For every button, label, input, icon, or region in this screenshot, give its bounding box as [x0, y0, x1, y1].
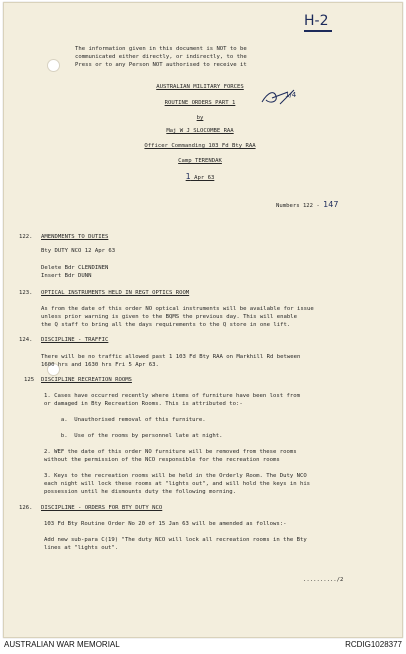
order-125-line-para3-1: 3. Keys to the recreation rooms will be held in the Orderly Room. The Duty NCO: [44, 473, 307, 479]
numbers-handwritten: 147: [323, 200, 339, 209]
date-day-handwritten: 1: [185, 172, 191, 181]
header-office: Officer Commanding 103 Fd Bty RAA: [144, 143, 256, 149]
order-126-line-4: lines at "lights out".: [44, 545, 119, 551]
folio-underline: [304, 30, 332, 32]
order-126-line-1: 103 Fd Bty Routine Order No 20 of 15 Jan 63 will be amended as follows:-: [44, 521, 287, 527]
order-123-line-3: the Q staff to bring all the days requirements to the Q store in one lift.: [41, 322, 291, 328]
warning-line-2: communicated either directly, or indirectly, to the: [75, 54, 247, 60]
order-125-line-para2-2: without the permission of the NCO responsible for the recreation rooms: [44, 457, 280, 463]
order-125-item-a: a. Unauthorised removal of this furniture.: [44, 417, 206, 423]
order-124-number: 124.: [19, 337, 33, 343]
order-122-title: AMENDMENTS TO DUTIES: [41, 234, 109, 240]
footer-source: AUSTRALIAN WAR MEMORIAL: [4, 640, 120, 649]
handwritten-date-mark: 1/4: [285, 91, 297, 99]
warning-line-3: Press or to any Person NOT authorised to receive it: [75, 62, 247, 68]
warning-line-1: The information given in this document is NOT to be: [75, 46, 247, 52]
order-122-line-4: Insert Bdr DUNN: [41, 273, 92, 279]
handwritten-folio: H-2: [304, 13, 332, 32]
order-125-title: DISCIPLINE RECREATION ROOMS: [41, 377, 132, 383]
header-by: by: [196, 115, 204, 121]
order-125-line-para2-1: 2. WEF the date of this order NO furniture will be removed from these rooms: [44, 449, 297, 455]
order-125-line-2: or damaged in Bty Recreation Rooms. This is attributed to:-: [44, 401, 243, 407]
order-125-item-b: b. Use of the rooms by personnel late at night.: [44, 433, 223, 439]
order-123-line-2: unless prior warning is given to the BQMS the previous day. This will enable: [41, 314, 297, 320]
numbers-label: Numbers 122 -: [276, 203, 320, 209]
date-rest: Apr 63: [190, 175, 215, 181]
order-124-title: DISCIPLINE - TRAFFIC: [41, 337, 109, 343]
order-124-line-2: 1600 hrs and 1630 hrs Fri 5 Apr 63.: [41, 362, 159, 368]
order-126-number: 126.: [19, 505, 33, 511]
order-126-title: DISCIPLINE - ORDERS FOR BTY DUTY NCO: [41, 505, 163, 511]
footer-id: RCDIG1028377: [345, 640, 402, 649]
order-122-line-1: Bty DUTY NCO 12 Apr 63: [41, 248, 116, 254]
punch-hole-top: [47, 59, 60, 72]
header-officer: Maj W J SLOCOMBE RAA: [166, 128, 234, 134]
order-122-number: 122.: [19, 234, 33, 240]
header-camp: Camp TERENDAK: [178, 158, 222, 164]
order-124-line-1: There will be no traffic allowed past 1 103 Fd Bty RAA on Markhill Rd between: [41, 354, 301, 360]
order-123-title: OPTICAL INSTRUMENTS HELD IN REGT OPTICS ROOM: [41, 290, 190, 296]
order-125-line-para3-3: possession until he dismounts duty the following morning.: [44, 489, 236, 495]
order-123-number: 123.: [19, 290, 33, 296]
order-125-number: 125: [24, 377, 35, 383]
continuation-marker: ........../2: [303, 577, 344, 583]
order-125-line-para3-2: each night will lock these rooms at "lights out", and will hold the keys in his: [44, 481, 311, 487]
header-date: [100, 173, 300, 182]
order-126-line-3: Add new sub-para C(19) "The duty NCO will lock all recreation rooms in the Bty: [44, 537, 307, 543]
numbers-line: [276, 201, 338, 210]
order-125-line-1: 1. Cases have occurred recently where items of furniture have been lost from: [44, 393, 300, 399]
header-force: AUSTRALIAN MILITARY FORCES: [156, 84, 244, 90]
order-123-line-1: As from the date of this order NO optical instruments will be available for issue: [41, 306, 314, 312]
header-title: ROUTINE ORDERS PART 1: [164, 100, 236, 106]
order-122-line-3: Delete Bdr CLENDINEN: [41, 265, 109, 271]
